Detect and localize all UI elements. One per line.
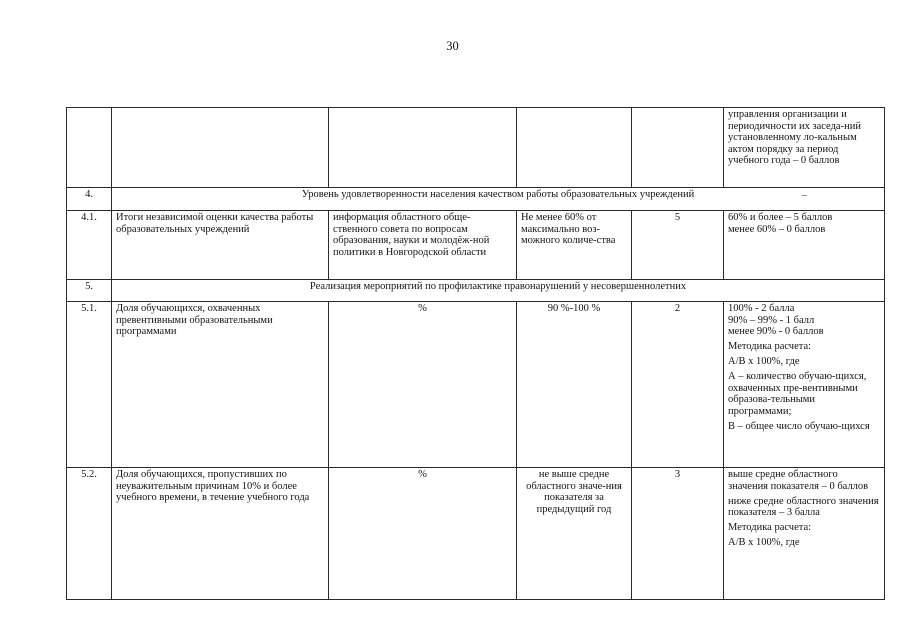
cell-indicator bbox=[112, 108, 329, 188]
table-row-5-2 bbox=[67, 468, 885, 600]
source-text: информация областного обще-ственного совета по вопросам образования, науки и молодёж-ной политики в Новгородской области bbox=[329, 211, 517, 280]
section-number: 4. bbox=[67, 188, 112, 211]
criteria-line: 60% и более – 5 баллов bbox=[728, 212, 833, 223]
section-row-5 bbox=[67, 280, 885, 302]
score-value: 3 bbox=[632, 468, 724, 600]
criteria-text: управления организации и периодичности их заседа-ний установленному ло-кальным актом порядку за период учебного года – 0 баллов bbox=[728, 109, 861, 166]
cell-criteria bbox=[724, 211, 885, 280]
criteria-line: В – общее число обучаю-щихся bbox=[728, 420, 870, 432]
score-value: 5 bbox=[632, 211, 724, 280]
section-title: Реализация мероприятий по профилактике правонарушений у несовершеннолетних bbox=[112, 280, 885, 302]
criteria-line: ниже средне областного значения показателя – 3 балла bbox=[728, 495, 879, 518]
criteria-line: менее 60% – 0 баллов bbox=[728, 223, 826, 235]
criteria-line: выше средне областного значения показателя – 0 баллов bbox=[728, 469, 869, 492]
cell-score bbox=[632, 108, 724, 188]
criteria-line: А/В х 100%, где bbox=[728, 356, 800, 367]
indicator-text: Доля обучающихся, охваченных превентивными образовательными программами bbox=[112, 302, 329, 468]
indicator-text: Доля обучающихся, пропустивших по неуважительным причинам 10% и более учебного времени, в течение учебного года bbox=[112, 468, 329, 600]
cell-criteria bbox=[724, 302, 885, 468]
table-row-4-1 bbox=[67, 211, 885, 280]
criteria-table bbox=[66, 107, 885, 600]
cell-number bbox=[67, 108, 112, 188]
criteria-line: 90% – 99% - 1 балл bbox=[728, 314, 815, 326]
page-number: 30 bbox=[446, 39, 459, 53]
cell-target bbox=[517, 108, 632, 188]
target-text: не выше средне областного значе-ния показателя за предыдущий год bbox=[517, 468, 632, 600]
target-text: Не менее 60% от максимально воз-можного количе-ства bbox=[517, 211, 632, 280]
row-number: 5.2. bbox=[67, 468, 112, 600]
criteria-line: А – количество обучаю-щихся, охваченных пре-вентивными образова-тельными программами; bbox=[728, 371, 867, 417]
section-row-4 bbox=[67, 188, 885, 211]
score-value: 2 bbox=[632, 302, 724, 468]
cell-criteria bbox=[724, 468, 885, 600]
criteria-line: Методика расчета: bbox=[728, 522, 812, 533]
criteria-line: менее 90% - 0 баллов bbox=[728, 326, 824, 337]
section-title: Уровень удовлетворенности населения качеством работы образовательных учреждений bbox=[112, 188, 885, 211]
unit-text: % bbox=[329, 468, 517, 600]
table-row-continuation bbox=[67, 108, 885, 188]
cell-criteria bbox=[724, 108, 885, 188]
target-text: 90 %-100 % bbox=[517, 302, 632, 468]
criteria-line: А/В х 100%, где bbox=[728, 537, 800, 548]
scan-mark: – bbox=[802, 190, 807, 201]
cell-source bbox=[329, 108, 517, 188]
unit-text: % bbox=[329, 302, 517, 468]
section-number: 5. bbox=[67, 280, 112, 302]
row-number: 4.1. bbox=[67, 211, 112, 280]
table-row-5-1 bbox=[67, 302, 885, 468]
criteria-line: 100% - 2 балла bbox=[728, 303, 795, 314]
criteria-line: Методика расчета: bbox=[728, 341, 812, 352]
row-number: 5.1. bbox=[67, 302, 112, 468]
indicator-text: Итоги независимой оценки качества работы образовательных учреждений bbox=[112, 211, 329, 280]
